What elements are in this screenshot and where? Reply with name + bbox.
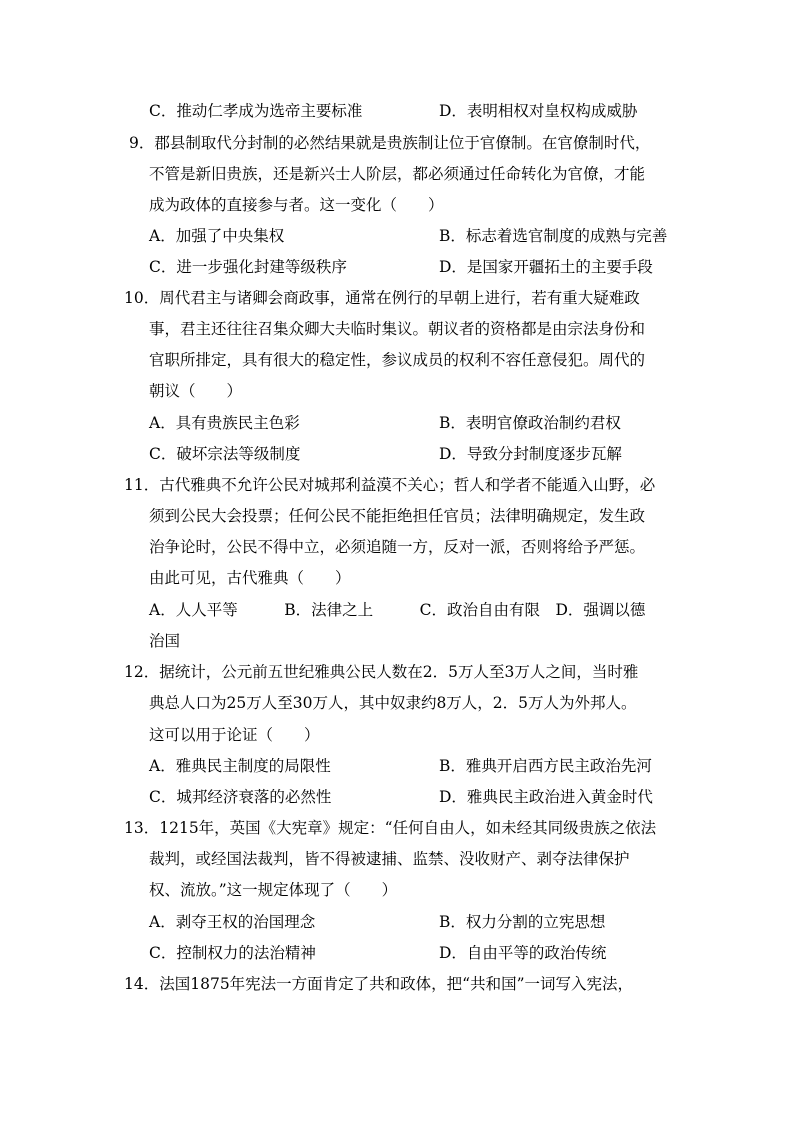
option-c: C．破坏宗法等级制度: [149, 445, 301, 463]
prev-option-c: C．推动仁孝成为选帝主要标准: [149, 102, 363, 120]
question-12: [124, 662, 638, 682]
prev-option-d: D．表明相权对皇权构成威胁: [439, 102, 638, 120]
option-c: C．控制权力的法治精神: [149, 944, 316, 962]
option-c: C．进一步强化封建等级秩序: [149, 258, 347, 276]
option-a: A．具有贵族民主色彩: [149, 414, 300, 432]
question-14: [124, 974, 633, 994]
question-number: 13．: [124, 819, 160, 837]
question-text-line: 由此可见，古代雅典（ ）: [149, 569, 351, 587]
question-text-line: 治争论时，公民不得中立，必须追随一方，反对一派，否则将给予严惩。: [149, 538, 646, 556]
question-text-line: 权、流放。”这一规定体现了（ ）: [149, 881, 398, 899]
question-text-line: 1215年，英国《大宪章》规定：“任何自由人，如未经其同级贵族之依法: [159, 819, 657, 837]
question-text-line: 官职所排定，具有很大的稳定性，参议成员的权利不容任意侵犯。周代的: [149, 351, 646, 369]
question-10: [124, 288, 640, 308]
option-d: D．自由平等的政治传统: [439, 944, 607, 962]
question-text-line: 裁判，或经国法裁判，皆不得被逮捕、监禁、没收财产、剥夺法律保护: [149, 850, 630, 868]
question-text-line: 不管是新旧贵族，还是新兴士人阶层，都必须通过任命转化为官僚，才能: [149, 165, 646, 183]
question-text-line: 古代雅典不允许公民对城邦利益漠不关心；哲人和学者不能遁入山野，必: [159, 476, 656, 494]
question-text-line: 典总人口为25万人至30万人，其中奴隶约8万人，2．5万人为外邦人。: [149, 694, 637, 712]
option-b: B．权力分割的立宪思想: [439, 913, 606, 931]
options-line: A．人人平等 B．法律之上 C．政治自由有限 D．强调以德: [149, 601, 646, 619]
question-text-line: 据统计，公元前五世纪雅典公民人数在2．5万人至3万人之间，当时雅: [159, 663, 639, 681]
question-text-line: 成为政体的直接参与者。这一变化（ ）: [149, 196, 444, 214]
question-number: 11．: [124, 476, 160, 494]
question-number: 12．: [124, 663, 160, 681]
question-number: 10．: [124, 289, 160, 307]
option-b: B．标志着选官制度的成熟与完善: [439, 227, 668, 245]
question-text-line: 郡县制取代分封制的必然结果就是贵族制让位于官僚制。在官僚制时代，: [154, 134, 651, 152]
option-b: B．雅典开启西方民主政治先河: [439, 757, 652, 775]
question-text-line: 这可以用于论证（ ）: [149, 726, 320, 744]
option-c: C．城邦经济衰落的必然性: [149, 788, 332, 806]
question-text-line: 朝议（ ）: [149, 382, 243, 400]
option-b: B．表明官僚政治制约君权: [439, 414, 621, 432]
question-text-line: 法国1875年宪法一方面肯定了共和政体，把“共和国”一词写入宪法，: [159, 975, 634, 993]
option-d: D．雅典民主政治进入黄金时代: [439, 788, 653, 806]
question-13: [124, 818, 656, 838]
question-number: 14．: [124, 975, 160, 993]
question-text-line: 周代君主与诸卿会商政事，通常在例行的早朝上进行，若有重大疑难政: [159, 289, 640, 307]
question-text-line: 须到公民大会投票；任何公民不能拒绝担任官员；法律明确规定，发生政: [149, 507, 646, 525]
option-a: A．剥夺王权的治国理念: [149, 913, 316, 931]
question-9: [129, 133, 650, 153]
option-d: D．是国家开疆拓土的主要手段: [439, 258, 653, 276]
question-number: 9．: [129, 134, 155, 152]
question-11: [124, 475, 655, 495]
option-d: D．导致分封制度逐步瓦解: [439, 445, 622, 463]
option-a: A．雅典民主制度的局限性: [149, 757, 331, 775]
question-text-line: 事，君主还往往召集众卿大夫临时集议。朝议者的资格都是由宗法身份和: [149, 320, 646, 338]
options-line-continued: 治国: [149, 632, 181, 650]
option-a: A．加强了中央集权: [149, 227, 285, 245]
